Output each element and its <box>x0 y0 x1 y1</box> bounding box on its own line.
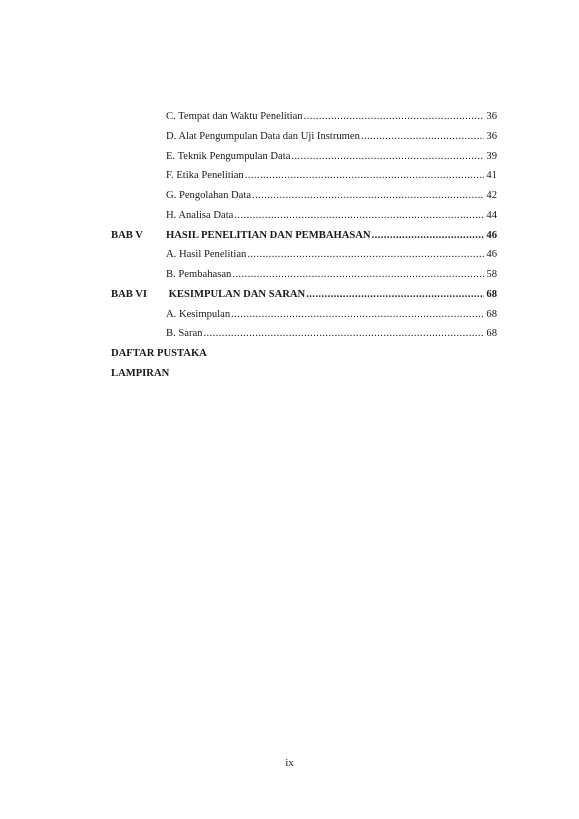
toc-page-number: 36 <box>486 130 497 142</box>
toc-entry-lampiran[interactable] <box>111 364 497 384</box>
toc-page-number: 68 <box>486 288 497 300</box>
toc-page-number: 46 <box>486 229 497 241</box>
toc-page-number: 58 <box>486 269 497 280</box>
toc-entry-line <box>166 324 497 344</box>
toc-entry-title: E. Teknik Pengumpulan Data <box>166 150 291 162</box>
toc-entry-line <box>166 127 497 147</box>
toc-dot-leader <box>372 226 485 246</box>
table-of-contents <box>111 107 497 384</box>
toc-subsection-entry[interactable] <box>111 186 497 206</box>
toc-entry-title: F. Etika Penelitian <box>166 170 244 182</box>
toc-chapter-entry[interactable] <box>111 226 497 246</box>
toc-chapter-entry[interactable] <box>111 285 497 305</box>
toc-entry-line <box>166 265 497 285</box>
page-number: ix <box>285 758 294 769</box>
toc-subsection-entry[interactable] <box>111 127 497 147</box>
toc-dot-leader <box>291 147 484 167</box>
toc-dot-leader <box>306 285 484 305</box>
toc-entries <box>111 107 497 344</box>
toc-entry-title: DAFTAR PUSTAKA <box>111 348 207 359</box>
toc-entry-title: B. Pembahasan <box>166 269 232 280</box>
toc-entry-line <box>166 226 497 246</box>
toc-dot-leader <box>245 166 485 186</box>
toc-entry-line <box>166 166 497 186</box>
toc-dot-leader <box>247 245 484 265</box>
toc-dot-leader <box>304 107 485 127</box>
toc-chapter-number: BAB V <box>111 229 143 241</box>
toc-entry-line <box>166 305 497 325</box>
toc-entry-line <box>166 285 497 305</box>
toc-entry-title: LAMPIRAN <box>111 367 170 379</box>
toc-subsection-entry[interactable] <box>111 107 497 127</box>
toc-subsection-entry[interactable] <box>111 305 497 325</box>
toc-dot-leader <box>234 206 484 226</box>
toc-subsection-entry[interactable] <box>111 206 497 226</box>
toc-page-number: 36 <box>486 111 497 122</box>
toc-chapter-number: BAB VI <box>111 288 148 300</box>
toc-entry-title: KESIMPULAN DAN SARAN <box>166 288 306 300</box>
toc-entry-title: A. Hasil Penelitian <box>166 249 247 261</box>
toc-entry-daftar-pustaka[interactable] <box>111 344 497 364</box>
toc-entry-line <box>166 147 497 167</box>
toc-entry-line <box>166 186 497 206</box>
toc-page-number: 68 <box>486 328 497 340</box>
toc-subsection-entry[interactable] <box>111 147 497 167</box>
toc-subsection-entry[interactable] <box>111 324 497 344</box>
toc-page-number: 42 <box>486 190 497 201</box>
toc-entry-title: C. Tempat dan Waktu Penelitian <box>166 111 303 122</box>
toc-entry-line <box>166 245 497 265</box>
toc-dot-leader <box>203 324 484 344</box>
toc-subsection-entry[interactable] <box>111 245 497 265</box>
toc-dot-leader <box>361 127 485 147</box>
toc-page-number: 44 <box>486 209 497 221</box>
toc-entry-title: A. Kesimpulan <box>166 308 231 320</box>
toc-dot-leader <box>232 265 484 285</box>
toc-page-number: 46 <box>486 249 497 261</box>
toc-entry-title: H. Analisa Data <box>166 209 234 221</box>
toc-entry-title: G. Pengolahan Data <box>166 190 252 201</box>
toc-entry-title: B. Saran <box>166 328 203 340</box>
toc-page-number: 68 <box>486 308 497 320</box>
toc-dot-leader <box>231 305 484 325</box>
toc-entry-title: D. Alat Pengumpulan Data dan Uji Instrumen <box>166 130 360 142</box>
toc-entry-title: HASIL PENELITIAN DAN PEMBAHASAN <box>166 229 371 241</box>
toc-page-number: 41 <box>486 170 497 182</box>
toc-entry-line <box>166 206 497 226</box>
toc-subsection-entry[interactable] <box>111 166 497 186</box>
toc-subsection-entry[interactable] <box>111 265 497 285</box>
toc-page-number: 39 <box>486 150 497 162</box>
toc-dot-leader <box>252 186 484 206</box>
toc-entry-line <box>166 107 497 127</box>
